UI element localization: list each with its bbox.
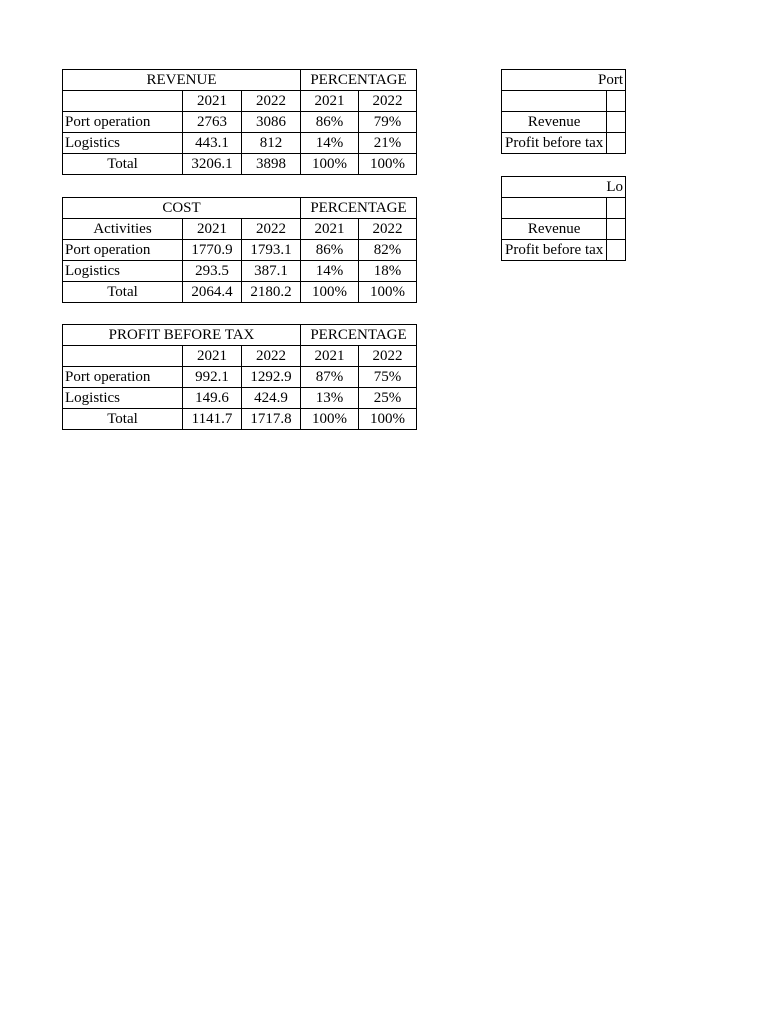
value-cell: 1793.1 <box>242 240 301 261</box>
cost-percentage-title: PERCENTAGE <box>301 198 417 219</box>
empty-cell <box>502 91 607 112</box>
percentage-cell: 100% <box>359 154 417 175</box>
table-row <box>502 240 626 261</box>
value-cell: 1292.9 <box>242 367 301 388</box>
value-cell: 1141.7 <box>183 409 242 430</box>
empty-cell <box>63 346 183 367</box>
row-label: Profit before tax <box>502 240 607 261</box>
empty-cell <box>63 91 183 112</box>
value-cell: 3206.1 <box>183 154 242 175</box>
table-row <box>63 367 417 388</box>
table-year-row <box>63 91 417 112</box>
value-cell: 2180.2 <box>242 282 301 303</box>
percentage-cell: 86% <box>301 240 359 261</box>
table-header-row <box>63 198 417 219</box>
revenue-percentage-title: PERCENTAGE <box>301 70 417 91</box>
table-row-total <box>63 282 417 303</box>
table-header-row <box>63 325 417 346</box>
row-label: Port operation <box>63 240 183 261</box>
empty-cell <box>607 112 626 133</box>
year-cell: 2022 <box>242 219 301 240</box>
port-summary-title: Port <box>502 70 626 91</box>
percentage-cell: 25% <box>359 388 417 409</box>
table-row <box>63 133 417 154</box>
table-row-total <box>63 154 417 175</box>
row-label: Revenue <box>502 219 607 240</box>
row-label: Logistics <box>63 261 183 282</box>
table-row <box>63 261 417 282</box>
percentage-cell: 13% <box>301 388 359 409</box>
revenue-table <box>62 69 417 175</box>
percentage-cell: 14% <box>301 133 359 154</box>
row-label: Port operation <box>63 112 183 133</box>
table-row <box>502 133 626 154</box>
percentage-cell: 100% <box>301 409 359 430</box>
empty-cell <box>607 219 626 240</box>
cost-table <box>62 197 417 303</box>
year-cell: 2022 <box>359 346 417 367</box>
empty-cell <box>607 133 626 154</box>
table-row <box>502 91 626 112</box>
value-cell: 2064.4 <box>183 282 242 303</box>
percentage-cell: 100% <box>301 154 359 175</box>
year-cell: 2021 <box>301 91 359 112</box>
value-cell: 1770.9 <box>183 240 242 261</box>
row-label: Logistics <box>63 133 183 154</box>
table-header-row <box>502 70 626 91</box>
row-label: Profit before tax <box>502 133 607 154</box>
empty-cell <box>607 91 626 112</box>
table-year-row <box>63 346 417 367</box>
percentage-cell: 18% <box>359 261 417 282</box>
value-cell: 2763 <box>183 112 242 133</box>
value-cell: 149.6 <box>183 388 242 409</box>
empty-cell <box>607 198 626 219</box>
value-cell: 424.9 <box>242 388 301 409</box>
percentage-cell: 82% <box>359 240 417 261</box>
year-cell: 2021 <box>183 346 242 367</box>
row-label: Total <box>63 282 183 303</box>
value-cell: 3898 <box>242 154 301 175</box>
percentage-cell: 21% <box>359 133 417 154</box>
value-cell: 387.1 <box>242 261 301 282</box>
empty-cell <box>607 240 626 261</box>
profit-title: PROFIT BEFORE TAX <box>63 325 301 346</box>
table-row <box>63 240 417 261</box>
year-cell: 2022 <box>242 346 301 367</box>
table-row <box>63 388 417 409</box>
profit-before-tax-table <box>62 324 417 430</box>
percentage-cell: 14% <box>301 261 359 282</box>
year-cell: 2022 <box>242 91 301 112</box>
year-cell: 2021 <box>183 91 242 112</box>
value-cell: 812 <box>242 133 301 154</box>
value-cell: 992.1 <box>183 367 242 388</box>
logistics-summary-title: Lo <box>502 177 626 198</box>
value-cell: 443.1 <box>183 133 242 154</box>
percentage-cell: 100% <box>359 282 417 303</box>
row-label: Logistics <box>63 388 183 409</box>
percentage-cell: 75% <box>359 367 417 388</box>
row-label: Total <box>63 154 183 175</box>
activities-label: Activities <box>63 219 183 240</box>
row-label: Revenue <box>502 112 607 133</box>
table-row <box>502 112 626 133</box>
cost-title: COST <box>63 198 301 219</box>
year-cell: 2022 <box>359 91 417 112</box>
year-cell: 2021 <box>301 346 359 367</box>
percentage-cell: 87% <box>301 367 359 388</box>
percentage-cell: 86% <box>301 112 359 133</box>
table-row-total <box>63 409 417 430</box>
year-cell: 2022 <box>359 219 417 240</box>
logistics-summary-table <box>501 176 626 261</box>
table-row <box>502 219 626 240</box>
table-row <box>502 198 626 219</box>
year-cell: 2021 <box>183 219 242 240</box>
percentage-cell: 100% <box>301 282 359 303</box>
table-year-row <box>63 219 417 240</box>
row-label: Port operation <box>63 367 183 388</box>
table-row <box>63 112 417 133</box>
year-cell: 2021 <box>301 219 359 240</box>
row-label: Total <box>63 409 183 430</box>
logistics-summary-table-clip <box>501 176 626 262</box>
percentage-cell: 79% <box>359 112 417 133</box>
value-cell: 1717.8 <box>242 409 301 430</box>
table-header-row <box>502 177 626 198</box>
port-summary-table <box>501 69 626 154</box>
port-summary-table-clip <box>501 69 626 155</box>
value-cell: 293.5 <box>183 261 242 282</box>
table-header-row <box>63 70 417 91</box>
value-cell: 3086 <box>242 112 301 133</box>
profit-percentage-title: PERCENTAGE <box>301 325 417 346</box>
percentage-cell: 100% <box>359 409 417 430</box>
empty-cell <box>502 198 607 219</box>
revenue-title: REVENUE <box>63 70 301 91</box>
